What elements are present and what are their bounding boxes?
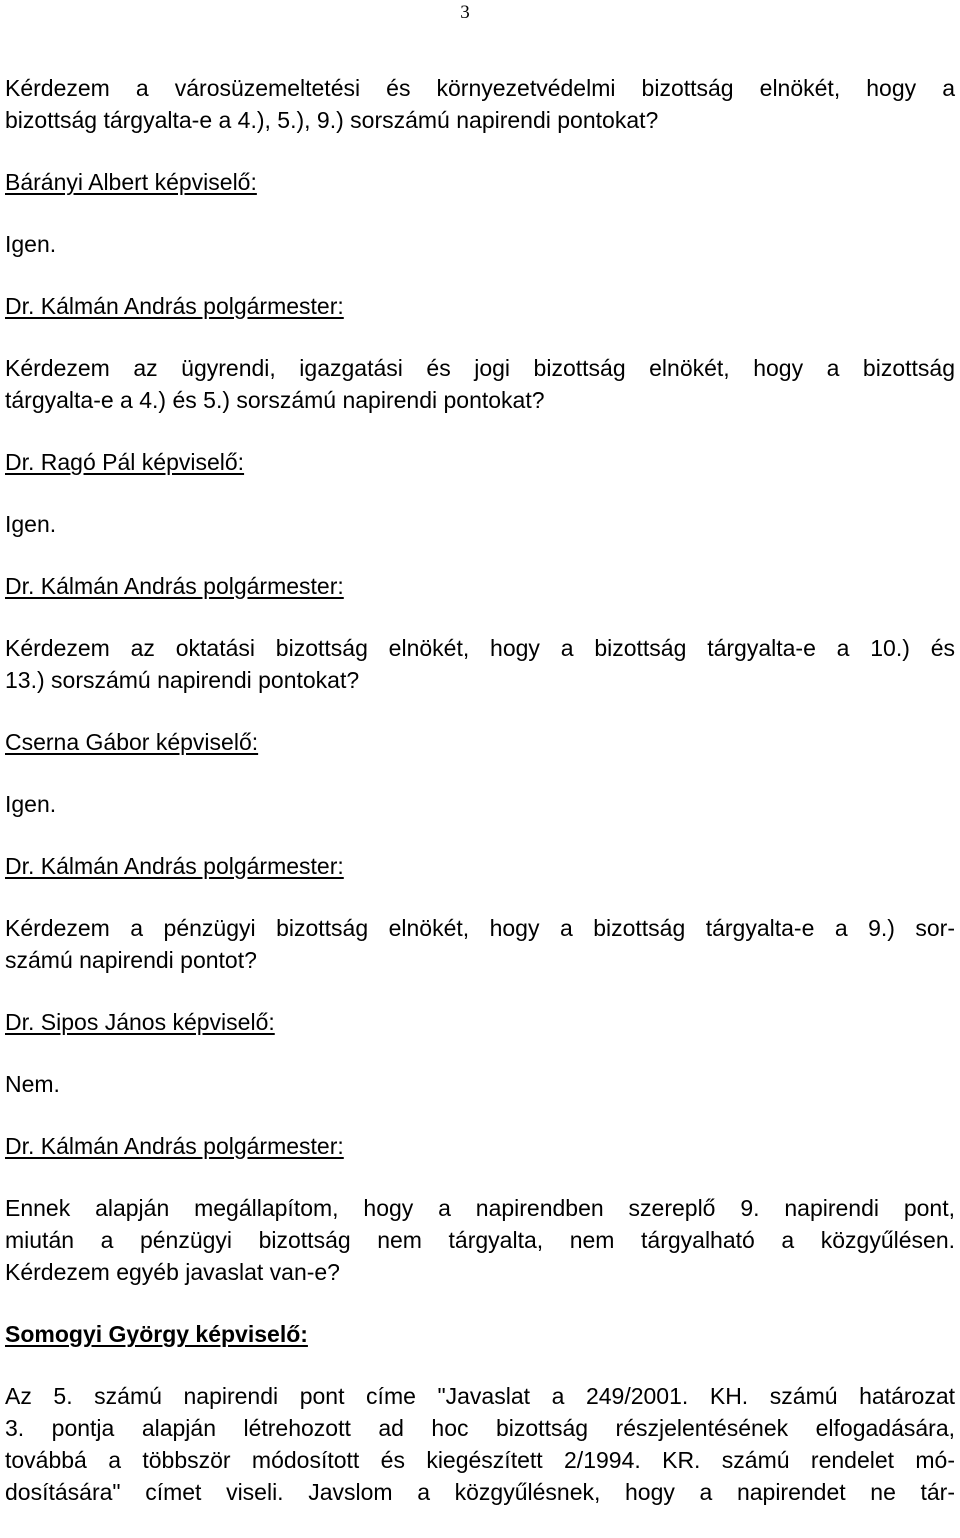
paragraph bbox=[5, 72, 955, 136]
paragraph-line: Kérdezem egyéb javaslat van-e? bbox=[5, 1259, 340, 1285]
speaker-label: Cserna Gábor képviselő: bbox=[5, 729, 259, 755]
paragraph-line: dosítására" címet viseli. Javslom a közgyűlésnek, hogy a napirendet ne tár- bbox=[5, 1479, 955, 1505]
paragraph bbox=[5, 788, 955, 820]
paragraph-line: Igen. bbox=[5, 231, 57, 257]
paragraph-line: 3. pontja alapján létrehozott ad hoc bizottság részjelentésének elfogadására, bbox=[5, 1415, 955, 1441]
paragraph-line: számú napirendi pontot? bbox=[5, 947, 257, 973]
speaker-label: Dr. Sipos János képviselő: bbox=[5, 1009, 275, 1035]
paragraph-line: Kérdezem az ügyrendi, igazgatási és jogi bizottság elnökét, hogy a bizottság bbox=[5, 355, 955, 381]
speaker-label: Dr. Ragó Pál képviselő: bbox=[5, 449, 245, 475]
paragraph bbox=[5, 228, 955, 260]
paragraph-line: Kérdezem a pénzügyi bizottság elnökét, hogy a bizottság tárgyalta-e a 9.) sor- bbox=[5, 915, 955, 941]
paragraph-line: 13.) sorszámú napirendi pontokat? bbox=[5, 667, 360, 693]
paragraph bbox=[5, 912, 955, 976]
paragraph-line: Kérdezem a városüzemeltetési és környezetvédelmi bizottság elnökét, hogy a bbox=[5, 75, 955, 101]
speaker-label: Dr. Kálmán András polgármester: bbox=[5, 853, 344, 879]
page-number: 3 bbox=[460, 2, 470, 23]
transcript-body bbox=[5, 72, 955, 1538]
speaker-label: Dr. Kálmán András polgármester: bbox=[5, 1133, 344, 1159]
paragraph-line: Ennek alapján megállapítom, hogy a napirendben szereplő 9. napirendi pont, bbox=[5, 1195, 955, 1221]
paragraph-line: Nem. bbox=[5, 1071, 60, 1097]
paragraph bbox=[5, 352, 955, 416]
paragraph-line: Igen. bbox=[5, 791, 57, 817]
speaker-label: Somogyi György képviselő: bbox=[5, 1321, 308, 1347]
paragraph bbox=[5, 1192, 955, 1288]
paragraph-line: bizottság tárgyalta-e a 4.), 5.), 9.) sorszámú napirendi pontokat? bbox=[5, 107, 659, 133]
speaker-label: Dr. Kálmán András polgármester: bbox=[5, 293, 344, 319]
paragraph bbox=[5, 508, 955, 540]
paragraph-line: miután a pénzügyi bizottság nem tárgyalta, nem tárgyalható a közgyűlésen. bbox=[5, 1227, 955, 1253]
paragraph-line: Igen. bbox=[5, 511, 57, 537]
paragraph-line: tárgyalta-e a 4.) és 5.) sorszámú napirendi pontokat? bbox=[5, 387, 545, 413]
paragraph-line: továbbá a többször módosított és kiegészített 2/1994. KR. számú rendelet mó- bbox=[5, 1447, 955, 1473]
paragraph bbox=[5, 1380, 955, 1508]
paragraph-line: Az 5. számú napirendi pont címe "Javaslat a 249/2001. KH. számú határozat bbox=[5, 1383, 955, 1409]
paragraph bbox=[5, 632, 955, 696]
speaker-label: Dr. Kálmán András polgármester: bbox=[5, 573, 344, 599]
paragraph bbox=[5, 1068, 955, 1100]
speaker-label: Bárányi Albert képviselő: bbox=[5, 169, 257, 195]
paragraph-line: Kérdezem az oktatási bizottság elnökét, hogy a bizottság tárgyalta-e a 10.) és bbox=[5, 635, 955, 661]
